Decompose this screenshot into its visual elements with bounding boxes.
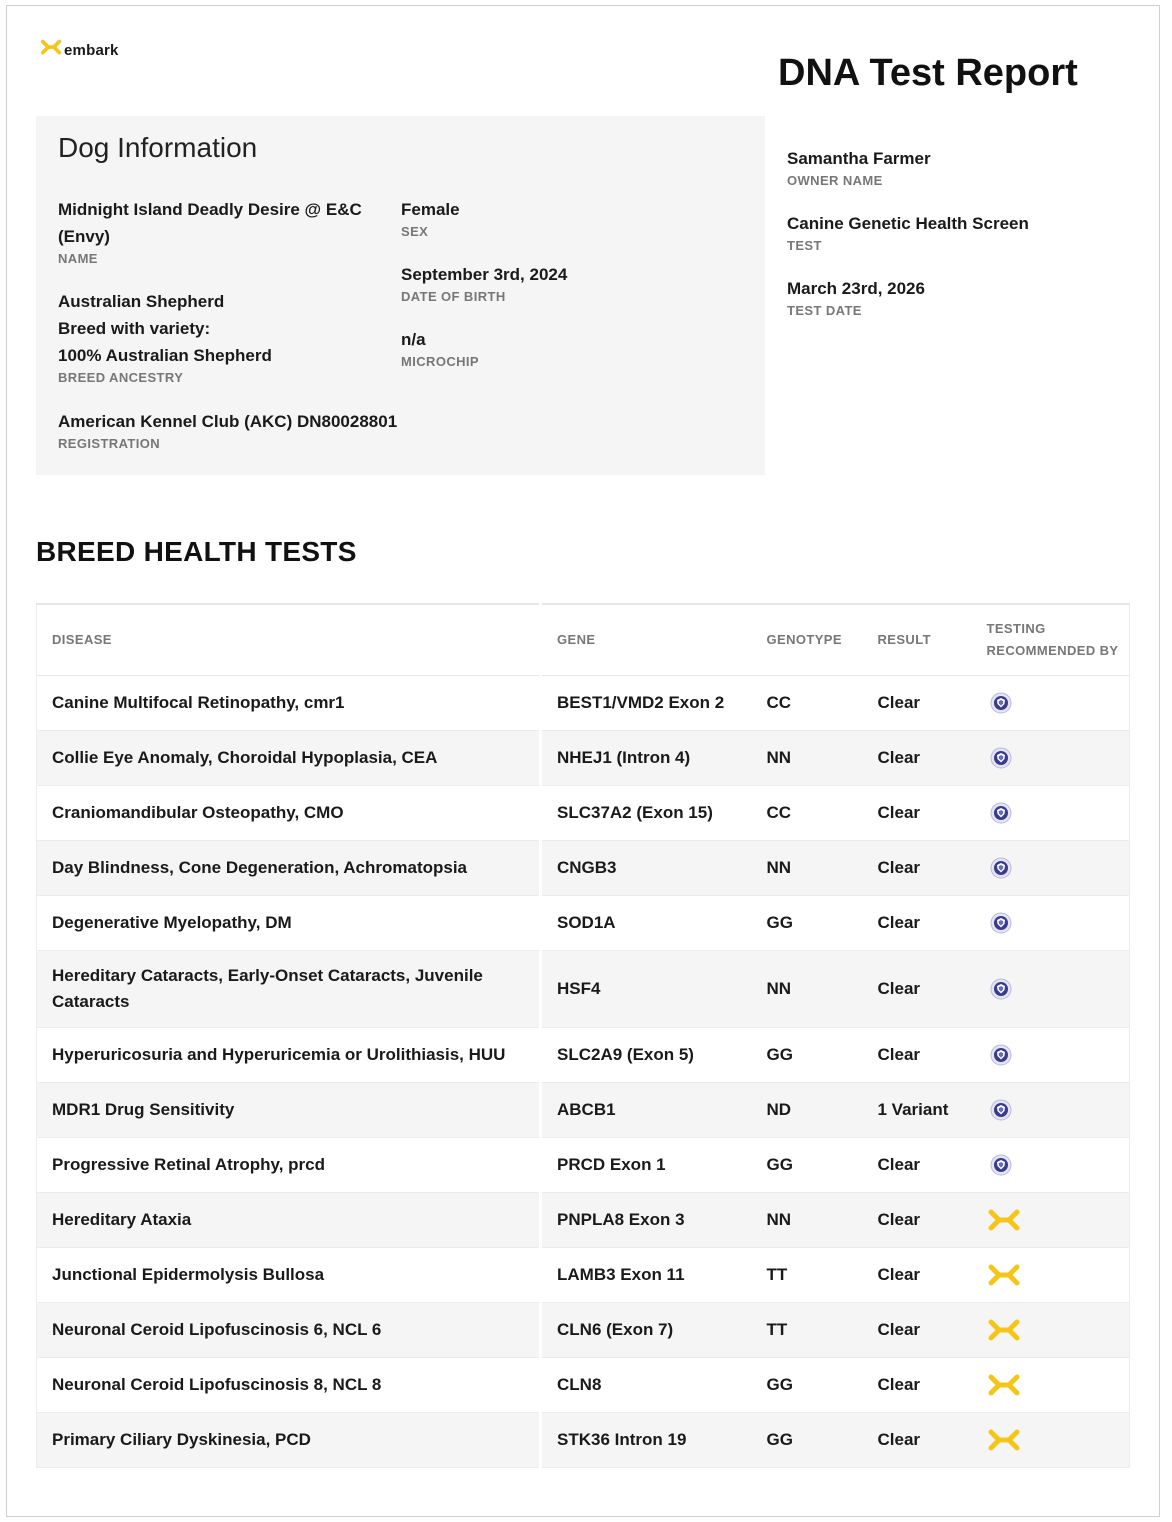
table-row [37,840,1130,895]
test-value: Canine Genetic Health Screen [787,214,1029,233]
registration-field [58,408,397,451]
genotype-cell: GG [752,895,863,950]
breed-club-shield-icon [987,912,1012,934]
test-date-label: TEST DATE [787,303,862,318]
disease-cell: Junctional Epidermolysis Bullosa [37,1247,541,1302]
breed-club-shield-icon [987,802,1012,824]
disease-cell: Day Blindness, Cone Degeneration, Achromatopsia [37,840,541,895]
disease-cell: Hyperuricosuria and Hyperuricemia or Urolithiasis, HUU [37,1027,541,1082]
recommended-by-cell [972,1027,1130,1082]
brand-name: embark [64,42,119,59]
result-cell: Clear [863,1247,972,1302]
recommended-by-cell [972,730,1130,785]
recommended-by-cell [972,1192,1130,1247]
result-cell: 1 Variant [863,1082,972,1137]
genotype-cell: CC [752,675,863,730]
result-cell: Clear [863,1357,972,1412]
breed-health-tests-title: BREED HEALTH TESTS [36,536,357,567]
genotype-cell: GG [752,1027,863,1082]
table-row [37,785,1130,840]
sex-label: SEX [401,224,429,239]
breed-club-shield-icon [987,978,1012,1000]
breed-ancestry-label: BREED ANCESTRY [58,370,184,385]
report-title: DNA Test Report [778,52,1078,94]
owner-name-label: OWNER NAME [787,173,883,188]
gene-cell: LAMB3 Exon 11 [541,1247,752,1302]
microchip-field [401,326,479,369]
gene-cell: CLN8 [541,1357,752,1412]
microchip-value: n/a [401,330,426,349]
recommended-by-cell [972,840,1130,895]
owner-name-value: Samantha Farmer [787,149,931,168]
disease-cell: Neuronal Ceroid Lipofuscinosis 8, NCL 8 [37,1357,541,1412]
table-row [37,895,1130,950]
disease-cell: Degenerative Myelopathy, DM [37,895,541,950]
date-of-birth-label: DATE OF BIRTH [401,289,506,304]
table-row [37,675,1130,730]
embark-logo-icon [987,1316,1021,1344]
genotype-cell: NN [752,950,863,1027]
disease-cell: Primary Ciliary Dyskinesia, PCD [37,1412,541,1467]
breed-ancestry-line2: Breed with variety: [58,319,211,338]
dog-name-field [58,196,362,266]
gene-cell: STK36 Intron 19 [541,1412,752,1467]
gene-cell: SOD1A [541,895,752,950]
disease-cell: Hereditary Ataxia [37,1192,541,1247]
recommended-by-cell [972,950,1130,1027]
table-row [37,1082,1130,1137]
result-cell: Clear [863,785,972,840]
recommended-by-header-line2: RECOMMENDED BY [986,642,1119,658]
table-header [37,604,1130,675]
recommended-by-cell [972,1302,1130,1357]
dog-name-line1: Midnight Island Deadly Desire @ E&C [58,200,362,219]
recommended-by-cell [972,785,1130,840]
gene-cell: SLC2A9 (Exon 5) [541,1027,752,1082]
result-cell: Clear [863,1027,972,1082]
genotype-cell: GG [752,1357,863,1412]
genotype-cell: ND [752,1082,863,1137]
table-row [37,1247,1130,1302]
gene-cell: NHEJ1 (Intron 4) [541,730,752,785]
recommended-by-cell [972,1247,1130,1302]
recommended-by-cell [972,1082,1130,1137]
disease-cell: Craniomandibular Osteopathy, CMO [37,785,541,840]
test-date-value: March 23rd, 2026 [787,279,925,298]
table-row [37,950,1130,1027]
dog-name-line2: (Envy) [58,227,110,246]
registration-value: American Kennel Club (AKC) DN80028801 [58,412,398,431]
breed-club-shield-icon [987,1044,1012,1066]
recommended-by-cell [972,1412,1130,1467]
embark-logo-icon [987,1206,1021,1234]
table-body [37,675,1130,1467]
table-row [37,1302,1130,1357]
table-row [37,1027,1130,1082]
table-row [37,1357,1130,1412]
gene-column-header: GENE [541,604,752,675]
disease-cell: Neuronal Ceroid Lipofuscinosis 6, NCL 6 [37,1302,541,1357]
breed-club-shield-icon [987,1154,1012,1176]
disease-cell: Progressive Retinal Atrophy, prcd [37,1137,541,1192]
disease-column-header: DISEASE [37,604,541,675]
recommended-by-header-line1: TESTING [986,620,1046,636]
test-date-field [787,275,925,318]
genotype-column-header: GENOTYPE [752,604,863,675]
result-column-header: RESULT [863,604,972,675]
test-label: TEST [787,238,822,253]
recommended-by-cell [972,1137,1130,1192]
table-row [37,1137,1130,1192]
disease-cell: Canine Multifocal Retinopathy, cmr1 [37,675,541,730]
embark-logo-icon [987,1426,1021,1454]
genotype-cell: CC [752,785,863,840]
genotype-cell: GG [752,1412,863,1467]
breed-club-shield-icon [987,747,1012,769]
table-row [37,1412,1130,1467]
result-cell: Clear [863,895,972,950]
gene-cell: PRCD Exon 1 [541,1137,752,1192]
recommended-by-column-header [972,604,1130,675]
sex-value: Female [401,200,460,219]
result-cell: Clear [863,950,972,1027]
result-cell: Clear [863,730,972,785]
result-cell: Clear [863,1192,972,1247]
dog-information-panel [36,116,765,475]
genotype-cell: GG [752,1137,863,1192]
brand-logo [40,37,119,64]
genotype-cell: TT [752,1302,863,1357]
recommended-by-cell [972,895,1130,950]
gene-cell: SLC37A2 (Exon 15) [541,785,752,840]
breed-club-shield-icon [987,692,1012,714]
dog-name-label: NAME [58,251,98,266]
result-cell: Clear [863,840,972,895]
recommended-by-cell [972,675,1130,730]
gene-cell: PNPLA8 Exon 3 [541,1192,752,1247]
gene-cell: BEST1/VMD2 Exon 2 [541,675,752,730]
embark-logo-icon [987,1261,1021,1289]
genotype-cell: NN [752,730,863,785]
breed-ancestry-line3: 100% Australian Shepherd [58,346,272,365]
gene-cell: CNGB3 [541,840,752,895]
disease-cell: Hereditary Cataracts, Early-Onset Cataracts, Juvenile Cataracts [37,950,541,1027]
table-header-row [37,604,1130,675]
genotype-cell: NN [752,840,863,895]
disease-cell: MDR1 Drug Sensitivity [37,1082,541,1137]
microchip-label: MICROCHIP [401,354,479,369]
date-of-birth-value: September 3rd, 2024 [401,265,568,284]
genotype-cell: NN [752,1192,863,1247]
test-field [787,210,1029,253]
genotype-cell: TT [752,1247,863,1302]
sex-field [401,196,460,239]
gene-cell: ABCB1 [541,1082,752,1137]
gene-cell: HSF4 [541,950,752,1027]
result-cell: Clear [863,1412,972,1467]
breed-club-shield-icon [987,1099,1012,1121]
recommended-by-cell [972,1357,1130,1412]
registration-label: REGISTRATION [58,436,161,451]
gene-cell: CLN6 (Exon 7) [541,1302,752,1357]
breed-ancestry-line1: Australian Shepherd [58,292,225,311]
breed-ancestry-field [58,288,272,385]
date-of-birth-field [401,261,567,304]
embark-logo-icon [987,1371,1021,1399]
result-cell: Clear [863,675,972,730]
breed-health-tests-table [36,603,1130,1468]
table-row [37,1192,1130,1247]
dog-information-heading: Dog Information [58,132,258,163]
disease-cell: Collie Eye Anomaly, Choroidal Hypoplasia, CEA [37,730,541,785]
owner-name-field [787,145,931,188]
result-cell: Clear [863,1137,972,1192]
table-row [37,730,1130,785]
breed-club-shield-icon [987,857,1012,879]
result-cell: Clear [863,1302,972,1357]
embark-logo-icon [40,37,62,64]
